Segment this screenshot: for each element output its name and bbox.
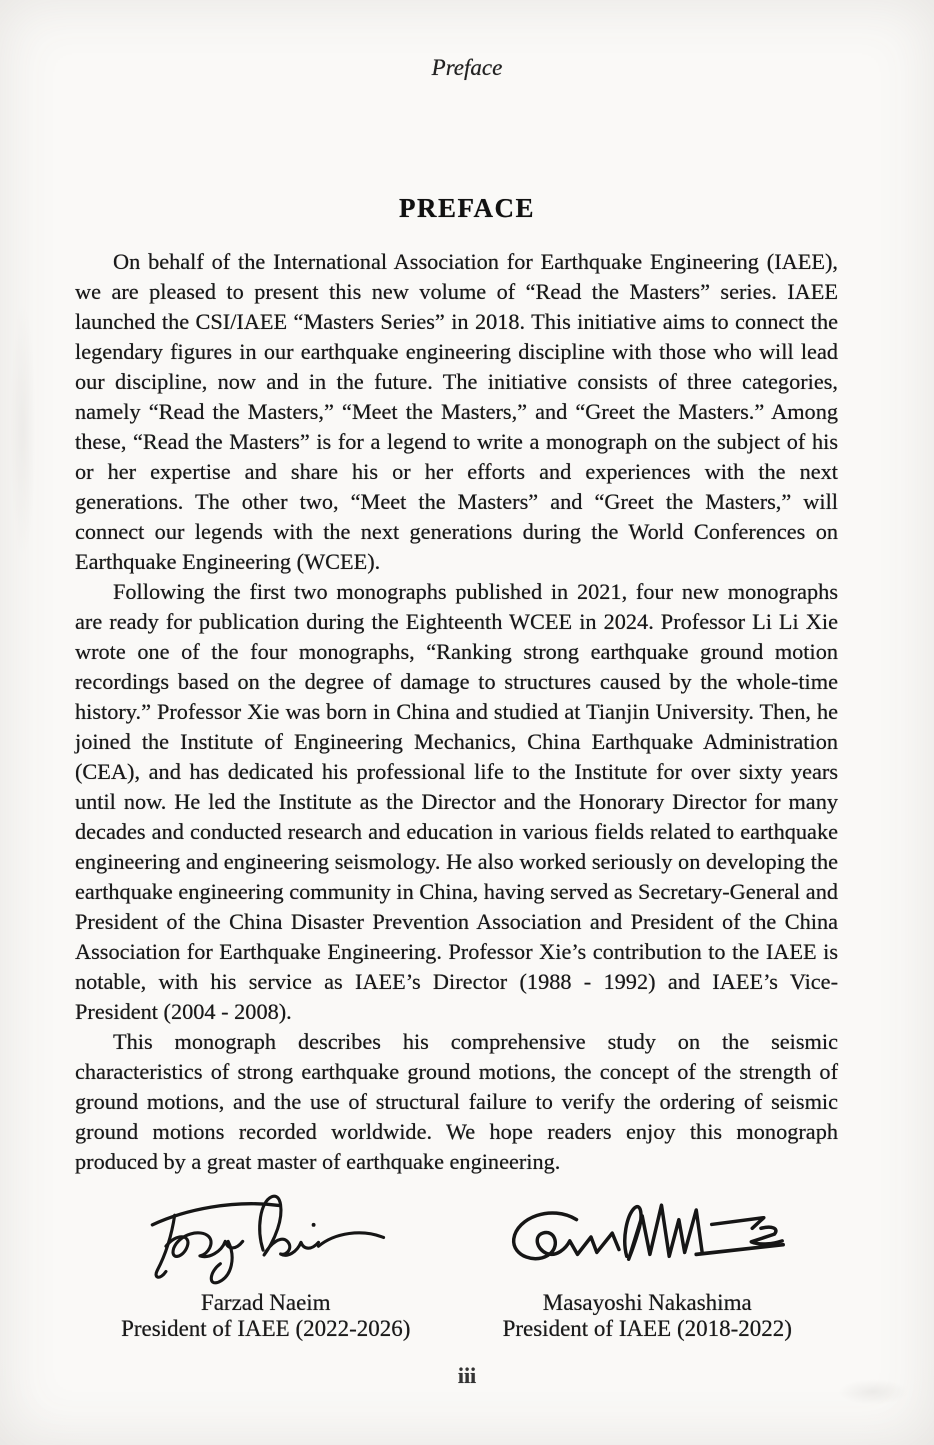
signatory-masayoshi-nakashima (457, 1186, 839, 1342)
signatory-title: President of IAEE (2022-2026) (121, 1316, 411, 1341)
signatory-title: President of IAEE (2018-2022) (502, 1316, 792, 1341)
signatory-name: Masayoshi Nakashima (542, 1290, 752, 1315)
page-number: iii (457, 1363, 477, 1388)
masayoshi-nakashima-signature-image (507, 1186, 787, 1288)
page-title: PREFACE (399, 193, 535, 223)
body-paragraph-3: This monograph describes his comprehensive study on the seismic characteristics of strong earthquake ground motions, the concept of the strength of ground motions, and the use of structural failure to verify the ordering of seismic ground motions recorded worldwide. We hope readers enjoy this monograph produced by a great master of earthquake engineering. (75, 1029, 838, 1174)
signatory-name: Farzad Naeim (200, 1290, 331, 1315)
signature-row (75, 1186, 838, 1342)
farzad-naeim-signature-image (142, 1186, 390, 1288)
preface-body (75, 247, 838, 1177)
scan-smudge (10, 300, 36, 560)
signatory-farzad-naeim (75, 1186, 457, 1342)
body-paragraph-2: Following the first two monographs published in 2021, four new monographs are ready for publication during the Eighteenth WCEE in 2024. Professor Li Li Xie wrote one of the four monographs, “Ranking strong earthquake ground motion recordings based on the degree of damage to structures caused by the whole-time history.” Professor Xie was born in China and studied at Tianjin University. Then, he joined the Institute of Engineering Mechanics, China Earthquake Administration (CEA), and has dedicated his professional life to the Institute for over sixty years until now. He led the Institute as the Director and the Honorary Director for many decades and conducted research and education in various fields related to earthquake engineering and engineering seismology. He also worked seriously on developing the earthquake engineering community in China, having served as Secretary-General and President of the China Disaster Prevention Association and President of the China Association for Earthquake Engineering. Professor Xie’s contribution to the IAEE is notable, with his service as IAEE’s Director (1988 - 1992) and IAEE’s Vice-President (2004 - 2008). (75, 579, 838, 1024)
running-head: Preface (431, 55, 503, 80)
body-paragraph-1: On behalf of the International Association for Earthquake Engineering (IAEE), we are pleased to present this new volume of “Read the Masters” series. IAEE launched the CSI/IAEE “Masters Series” in 2018. This initiative aims to connect the legendary figures in our earthquake engineering discipline with those who will lead our discipline, now and in the future. The initiative consists of three categories, namely “Read the Masters,” “Meet the Masters,” and “Greet the Masters.” Among these, “Read the Masters” is for a legend to write a monograph on the subject of his or her expertise and share his or her efforts and experiences with the next generations. The other two, “Meet the Masters” and “Greet the Masters,” will connect our legends with the next generations during the World Conferences on Earthquake Engineering (WCEE). (75, 249, 838, 574)
